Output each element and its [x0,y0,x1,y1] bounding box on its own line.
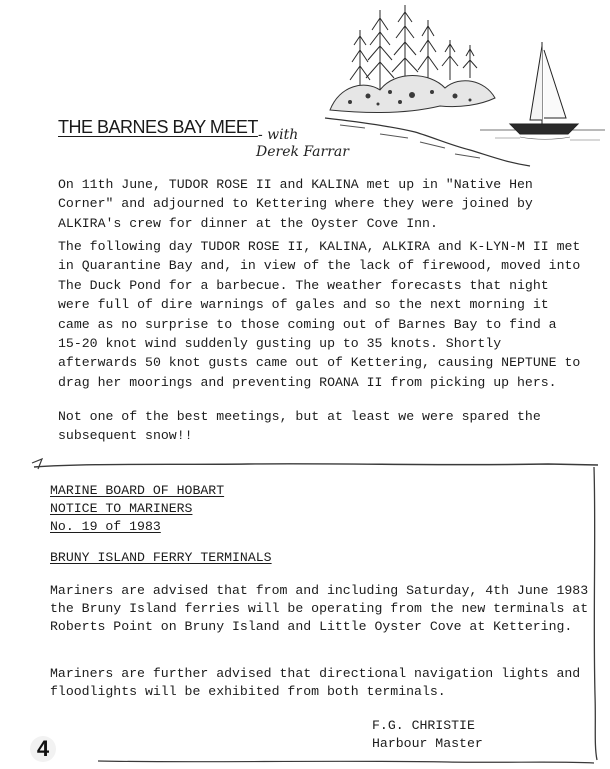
signatory-title: Harbour Master [372,736,483,751]
page-number: 4 [30,736,56,762]
notice-paragraph-2: Mariners are further advised that directional navigation lights and floodlights will be exhibited from both terminals. [50,666,581,700]
coastal-sailboat-illustration [320,0,610,175]
signatory-name: F.G. CHRISTIE [372,718,475,733]
article-paragraph-3: Not one of the best meetings, but at least we were spared the subsequent snow!! [58,409,541,444]
byline-with: - with [258,127,299,143]
article-title: THE BARNES BAY MEET [58,117,258,137]
article-paragraph-1: On 11th June, TUDOR ROSE II and KALINA met up in "Native Hen Corner" and adjourned to Kettering where they were joined by ALKIRA's crew for dinner at the Oyster Cove Inn. [58,177,533,231]
notice-paragraph-1: Mariners are advised that from and including Saturday, 4th June 1983 the Bruny Island ferries will be operating from the new terminals at Roberts Point on Bruny Island and Little Oyster Cove at Kettering. [50,583,589,635]
article-paragraph-2: The following day TUDOR ROSE II, KALINA, ALKIRA and K-LYN-M II met in Quarantine Bay and, in view of the lack of firewood, moved into The Duck Pond for a barbecue. The weather forecasts that night were full of dire warnings of gales and so the next morning it came as no surprise to those coming out of Barnes Bay to find a 15-20 knot wind suddenly gusting up to 35 knots. Shortly afterwards 50 knot gusts came out of Kettering, causing NEPTUNE to drag her moorings and preventing ROANA II from picking up hers. [58,239,581,390]
notice-heading-line-1: MARINE BOARD OF HOBART [50,483,225,498]
byline-author: Derek Farrar [256,144,349,160]
notice-subject: BRUNY ISLAND FERRY TERMINALS [50,550,272,565]
notice-subject-wrap [50,549,590,567]
notice-heading-line-2: NOTICE TO MARINERS [50,501,193,517]
notice-heading-line-3: No. 19 of 1983 [50,519,161,535]
notice-heading [50,482,590,537]
